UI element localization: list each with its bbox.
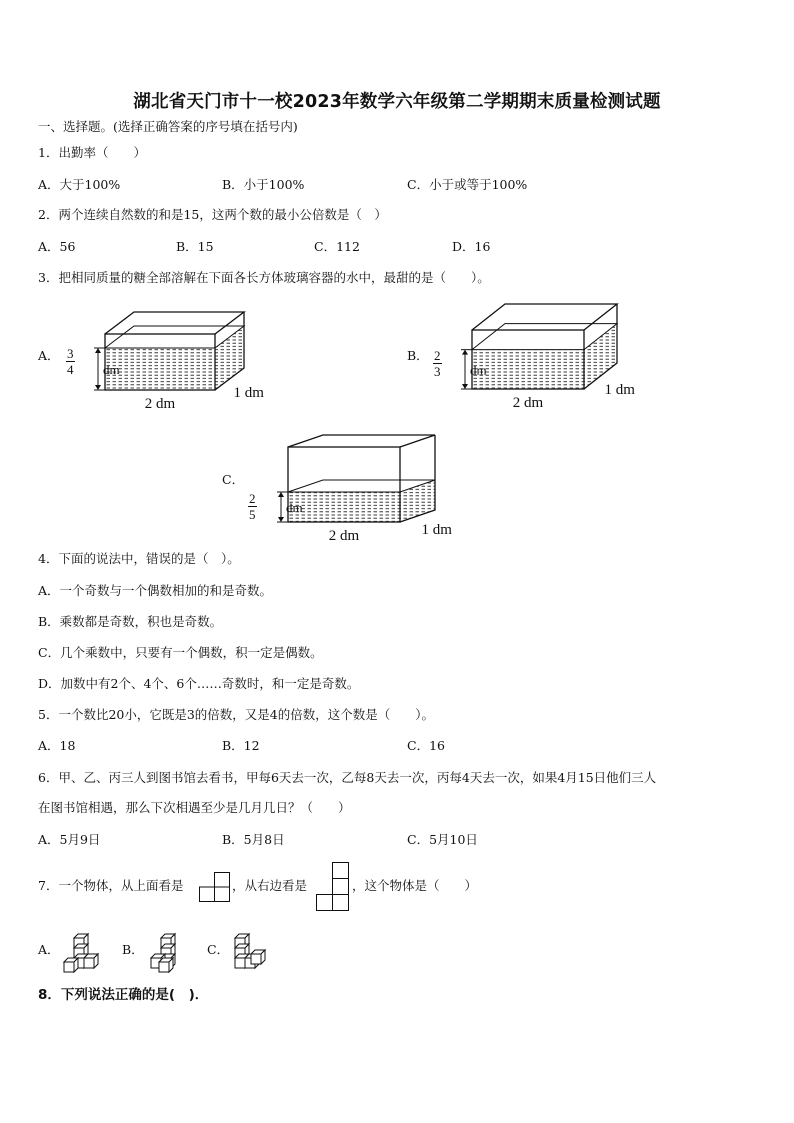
length-label: 2 dm — [328, 528, 360, 544]
q7-right-view-icon — [315, 862, 351, 912]
q3-tank-a-figure — [88, 300, 268, 415]
cube-front — [64, 962, 74, 972]
q7-option-a-cubes — [60, 926, 100, 972]
q3-c-height-fraction — [248, 492, 257, 521]
height-arrow-head-top — [462, 350, 468, 355]
q6-option-c: C．5月10日 — [407, 832, 478, 847]
question-5-stem: 5．一个数比20小，它既是3的倍数，又是4的倍数，这个数是（ ）。 — [38, 707, 435, 722]
width-label: 1 dm — [421, 522, 452, 538]
q3-tank-b-figure — [455, 300, 635, 415]
question-6-stem-line1: 6．甲、乙、丙三人到图书馆去看书，甲每6天去一次，乙每8天去一次，丙每4天去一次，如果4月15日他们三人 — [38, 770, 657, 785]
water-front — [105, 348, 215, 390]
q7-top-view-icon — [199, 872, 231, 902]
q6-option-b: B．5月8日 — [222, 832, 285, 847]
q3-option-c-label: C． — [222, 472, 245, 487]
q3-b-height-fraction — [433, 349, 442, 378]
q7-option-c-cubes — [229, 926, 269, 972]
q1-option-a: A．大于100% — [38, 177, 121, 192]
q1-option-b: B．小于100% — [222, 177, 305, 192]
q3-b-height-denominator: 3 — [434, 364, 441, 379]
q5-option-a: A．18 — [38, 738, 76, 753]
q3-a-height-fraction — [66, 347, 75, 376]
q3-option-a-label: A． — [38, 348, 60, 363]
question-7-stem-part1: 7．一个物体，从上面看是 — [38, 878, 184, 893]
q5-option-c: C．16 — [407, 738, 445, 753]
page-title: 湖北省天门市十一校2023年数学六年级第二学期期末质量检测试题 — [133, 92, 661, 112]
cube — [159, 958, 173, 972]
q5-option-b: B．12 — [222, 738, 260, 753]
q6-option-a: A．5月9日 — [38, 832, 101, 847]
height-unit-label: dm — [286, 500, 303, 515]
q3-tank-c-figure — [271, 427, 451, 542]
q4-option-b: B．乘数都是奇数，积也是奇数。 — [38, 614, 223, 629]
q2-option-c: C．112 — [314, 239, 360, 254]
height-unit-label: dm — [103, 362, 120, 377]
q3-c-height-numerator: 2 — [249, 491, 256, 506]
question-8-stem: 8．下列说法正确的是( )． — [38, 987, 209, 1003]
question-7-stem-part3: ，这个物体是（ ） — [352, 878, 478, 893]
water-front — [288, 492, 400, 522]
cube — [84, 954, 98, 968]
cube-front — [84, 958, 94, 968]
q4-option-a: A．一个奇数与一个偶数相加的和是奇数。 — [38, 583, 273, 598]
cube-front — [159, 962, 169, 972]
q2-option-b: B．15 — [176, 239, 214, 254]
length-label: 2 dm — [512, 395, 544, 411]
q7-option-b-label: B． — [122, 942, 144, 957]
q3-c-height-denominator: 5 — [249, 507, 256, 522]
question-2-stem: 2．两个连续自然数的和是15，这两个数的最小公倍数是（ ） — [38, 207, 387, 222]
q7-option-b-cubes — [145, 926, 185, 972]
height-arrow-head-bottom — [278, 517, 284, 522]
height-arrow-head-top — [95, 348, 101, 353]
question-1-stem: 1．出勤率（ ） — [38, 145, 146, 160]
water-front — [472, 350, 584, 389]
length-label: 2 dm — [144, 396, 176, 412]
height-unit-label: dm — [470, 362, 487, 378]
question-7-stem-part2: ，从右边看是 — [232, 878, 308, 893]
cube-front — [235, 958, 245, 968]
width-label: 1 dm — [233, 385, 264, 401]
q3-b-height-numerator: 2 — [434, 348, 441, 363]
cube — [251, 950, 265, 964]
section-heading: 一、选择题。(选择正确答案的序号填在括号内) — [38, 119, 298, 134]
question-6-stem-line2: 在图书馆相遇，那么下次相遇至少是几月几日？（ ） — [38, 800, 351, 815]
question-3-stem: 3．把相同质量的糖全部溶解在下面各长方体玻璃容器的水中，最甜的是（ ）。 — [38, 270, 490, 285]
q2-option-d: D．16 — [452, 239, 491, 254]
box-top — [288, 435, 435, 447]
q4-option-d: D．加数中有2个、4个、6个……奇数时，和一定是奇数。 — [38, 676, 360, 691]
q7-option-a-label: A． — [38, 942, 60, 957]
cube-front — [251, 954, 261, 964]
q7-option-c-label: C． — [207, 942, 230, 957]
q3-a-height-numerator: 3 — [67, 346, 74, 361]
q1-option-c: C．小于或等于100% — [407, 177, 528, 192]
cube — [64, 958, 78, 972]
question-4-stem: 4．下面的说法中，错误的是（ ）。 — [38, 551, 240, 566]
height-arrow-head-top — [278, 492, 284, 497]
q2-option-a: A．56 — [38, 239, 76, 254]
height-arrow-head-bottom — [95, 385, 101, 390]
q3-a-height-denominator: 4 — [67, 362, 74, 377]
q3-option-b-label: B． — [407, 348, 429, 363]
q4-option-c: C．几个乘数中，只要有一个偶数，积一定是偶数。 — [38, 645, 323, 660]
height-arrow-head-bottom — [462, 384, 468, 389]
width-label: 1 dm — [604, 382, 635, 398]
